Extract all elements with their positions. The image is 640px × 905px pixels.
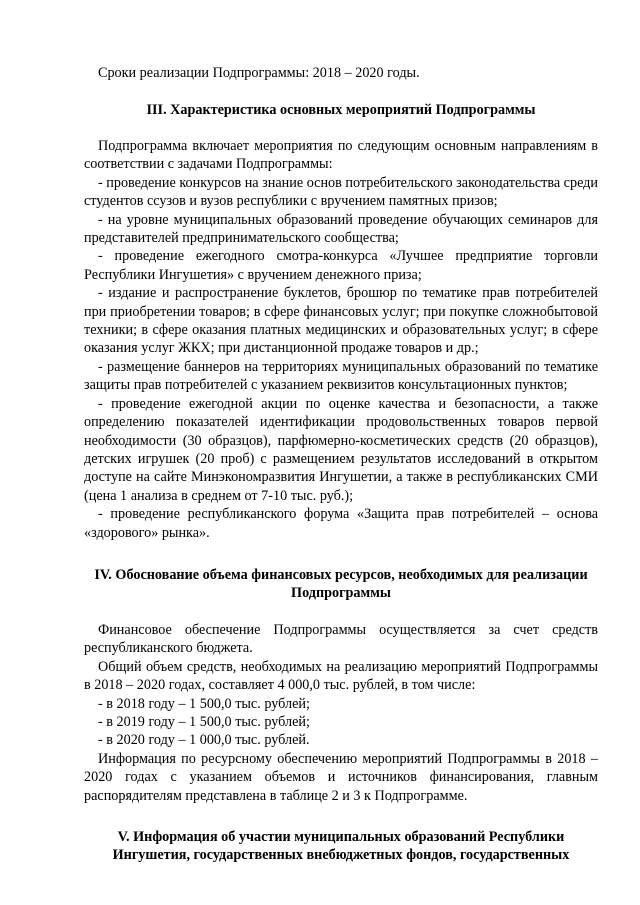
section-3-body [84, 137, 598, 542]
paragraph: Финансовое обеспечение Подпрограммы осуществляется за счет средств республиканского бюджета. [84, 622, 598, 657]
list-item: - на уровне муниципальных образований проведение обучающих семинаров для представителей предпринимательского сообщества; [84, 211, 598, 247]
paragraph: Подпрограмма включает мероприятия по следующим основным направлениям в соответствии с задачами Подпрограммы: [84, 138, 598, 173]
list-item: - в 2020 году – 1 000,0 тыс. рублей. [98, 732, 310, 749]
list-item: - проведение конкурсов на знание основ потребительского законодательства среди студентов ссузов и вузов республики с вручением памятных призов; [84, 174, 598, 210]
list-item: - издание и распространение буклетов, брошюр по тематике прав потребителей при приобретении товаров; в сфере финансовых услуг; при покупке сложнобытовой техники; в сфере оказания платных медицинских и образовательных услуг; в сфере оказания услуг ЖКХ; при дистанционной продаже товаров и др.; [84, 285, 598, 357]
paragraph: Информация по ресурсному обеспечению мероприятий Подпрограммы в 2018 – 2020 годах с указанием объемов и источников финансирования, главным распорядителям представлена в таблице 2 и 3 к Подпрограмме. [84, 750, 598, 804]
section-4-heading: IV. Обоснование объема финансовых ресурсов, необходимых для реализации Подпрограммы [94, 567, 588, 602]
list-item: - в 2018 году – 1 500,0 тыс. рублей; [98, 695, 310, 712]
list-item: - в 2019 году – 1 500,0 тыс. рублей; [98, 714, 310, 731]
section-3-heading: III. Характеристика основных мероприятий Подпрограммы [146, 102, 536, 118]
paragraph: Общий объем средств, необходимых на реализацию мероприятий Подпрограммы в 2018 – 2020 годах, составляет 4 000,0 тыс. рублей, в том числе: [84, 658, 598, 694]
list-item: - проведение ежегодной акции по оценке качества и безопасности, а также определению показателей идентификации продовольственных товаров первой необходимости (30 образцов), парфюмерно-косметических средств (20 образцов), детских игрушек (20 проб) с размещением результатов исследований в открытом доступе на сайте Минэкономразвития Ингушетии, а также в республиканских СМИ (цена 1 анализа в среднем от 7-10 тыс. руб.); [84, 395, 598, 504]
section-5-heading: V. Информация об участии муниципальных образований Республики Ингушетия, государственных внебюджетных фондов, государственных [112, 829, 570, 864]
list-item: - проведение республиканского форума «Защита прав потребителей – основа «здорового» рынка». [84, 506, 598, 541]
program-term: Сроки реализации Подпрограммы: 2018 – 2020 годы. [98, 65, 420, 81]
list-item: - размещение баннеров на территориях муниципальных образований по тематике защиты прав потребителей с указанием реквизитов консультационных пунктов; [84, 358, 598, 394]
section-4-body [84, 621, 598, 805]
list-item: - проведение ежегодного смотра-конкурса «Лучшее предприятие торговли Республики Ингушетия» с вручением денежного приза; [84, 248, 598, 283]
